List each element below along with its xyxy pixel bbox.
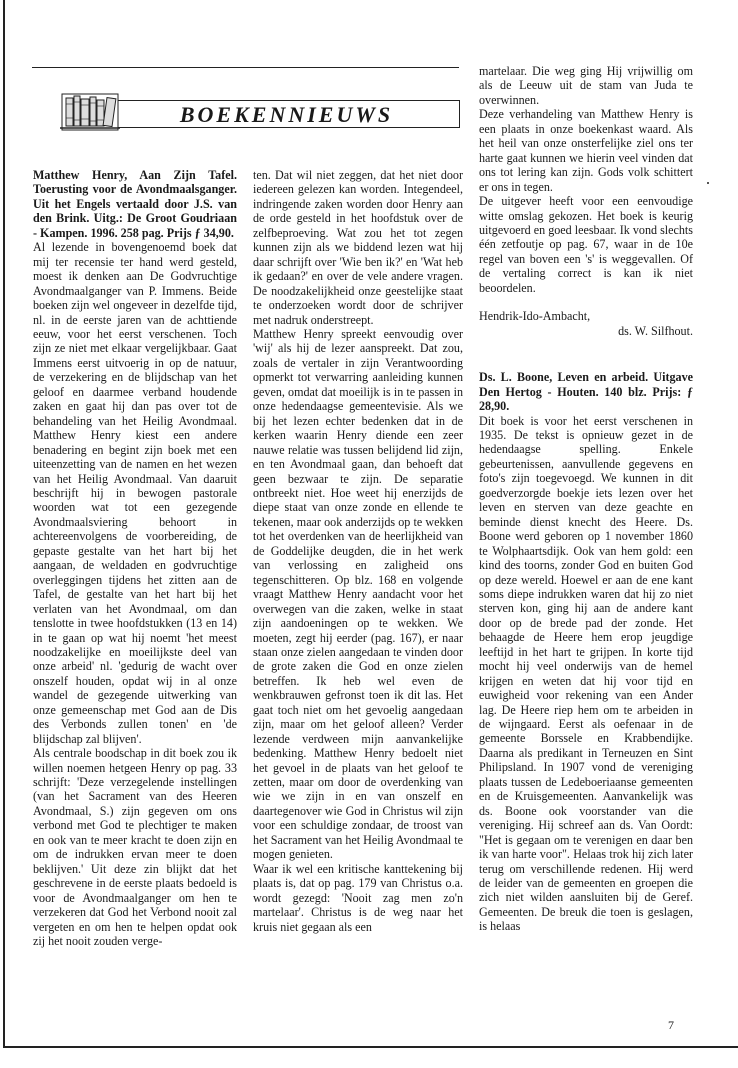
header-rule (32, 67, 459, 68)
page-number: 7 (668, 1018, 674, 1032)
section-title: BOEKENNIEUWS (179, 102, 394, 127)
speck (707, 182, 709, 184)
page-border-bottom (3, 1046, 738, 1048)
review1-paragraph: De uitgever heeft voor een eenvoudige witte omslag gekozen. Het boek is keurig uitgevoerd en goed leesbaar. Ik vond slechts één zetfoutje op pag. 67, waar in de 10e regel van boven een 's' is weggevallen. Of de vertaling correct is kan ik niet beoordelen. (479, 194, 693, 295)
review1-paragraph: Al lezende in bovengenoemd boek dat mij ter recensie ter hand werd gesteld, moest ik denken aan De Godvruchtige Avondmaalganger van P. Immens. Beide boeken zijn wel ongeveer in dezelfde tijd, nl. in de eerste jaren van de achttiende eeuw, voor het eerst verschenen. Toch zijn ze niet met elkaar vergelijkbaar. Gaat Immens eerst uitvoerig in op de natuur, de verzekering en de blijdschap van het geloof en daarmee verband houdende zaken en gaat hij dan pas over tot de behandeling van het Heilig Avondmaal. Matthew Henry kiest een andere benadering en begint zijn boek met een uiteenzetting van de namen en het wezen van het Heilig Avondmaal. Van daaruit beschrijft hij in bewogen pastorale woorden wat tot een gezegende Avondmaalsviering behoort in achtereenvolgens de voorbereiding, de gepaste gestalte van het hart bij het aangaan, de weldaden en godvruchtige overleggingen tijdens het zitten aan de Tafel, de gestalte van het hart bij het verlaten van het Avondmaal, om dan tenslotte in twee hoofdstukken (13 en 14) in te gaan op wat hij noemt 'het meest noodzakelijke en moeilijkste deel van onze arbeid' nl. 'gedurig de wacht over onszelf houden, opdat wij in al onze wandel de gezegende uitwerking van onze gemeenschap met God aan de Dis des Verbonds zullen tonen' en 'de blijdschap zal blijven'. (33, 240, 237, 746)
column-2 (253, 168, 463, 934)
masthead (58, 88, 459, 130)
column-3 (479, 64, 693, 934)
review1-paragraph: Als centrale boodschap in dit boek zou ik willen noemen hetgeen Henry op pag. 33 schrijft: 'Deze verzegelende instellingen (van het Sacrament van des Heeren Avondmaal, S.) zijn gegeven om ons verbond met God te plechtiger te maken en ook van te meer kracht te doen zijn en om de indrukken ervan meer te doen beklijven.' Uit deze zin blijkt dat het geschrevene in de eerste plaats bedoeld is voor de Avondmaalganger om hen te verzekeren dat God het Verbond nooit zal vergeten en om hen te helpen opdat ook zij het nooit zouden verge- (33, 746, 237, 949)
review1-paragraph: Deze verhandeling van Matthew Henry is een plaats in onze boekenkast waard. Als het heil van onze onsterfelijke ziel ons ter harte gaat kunnen we hierin veel vinden dat ons tot lering kan zijn. Gods volk schittert er ons in tegen. (479, 107, 693, 194)
review1-heading: Matthew Henry, Aan Zijn Tafel. Toerusting voor de Avondmaalsganger. Uit het Engels vertaald door J.S. van den Brink. Uitg.: De Groot Goudriaan - Kampen. 1996. 258 pag. Prijs ƒ 34,90. (33, 168, 237, 240)
reviewer-place: Hendrik-Ido-Ambacht, (479, 309, 591, 324)
review2-paragraph: Dit boek is voor het eerst verschenen in 1935. De tekst is opnieuw gezet in de hedendaagse spelling. Enkele gebeurtenissen, aanvullende gegevens en foto's zijn toegevoegd. We kunnen in dit goedverzorgde boekje iets lezen over het leven en sterven van deze geachte en beminde dienst knecht des Heere. Ds. Boone werd geboren op 1 november 1860 te Wolphaartsdijk. Ook van hem gold: een kind des toorns, zonder God en buiten God op deze wereld. Hoewel er aan de ene kant soms diepe indrukken waren dat hij zo niet sterven kon, ging hij aan de andere kant door op de brede pad der zonde. Het behaagde de Heere hem erop jeugdige leeftijd in het hart te grijpen. In korte tijd mocht hij veel onderwijs van de hemel krijgen en weten dat hij voor tijd en euwigheid voor rekening van een Ander lag. De Heere riep hem om te arbeiden in de wijngaard. Eerst als oefenaar in de gemeente Borssele en Krabbendijke. Daarna als predikant in Terneuzen en Sint Philipsland. In 1907 vond de vereniging plaats tussen de Ledeboeriaanse gemeenten en de Kruisgemeenten. Aanvankelijk was ds. Boone ook voorstander van die vereniging. Hij schreef aan ds. Van Oordt: "Het is gegaan om te verenigen en daar ben ik van harte voor". Helaas trok hij zich later terug om verschillende redenen. Hij werd de leider van de gemeenten en groepen die zich niet wilden aansluiten bij de Geref. Gemeenten. De breuk die toen is geslagen, is helaas (479, 413, 693, 934)
review2-heading: Ds. L. Boone, Leven en arbeid. Uitgave Den Hertog - Houten. 140 blz. Prijs: ƒ 28,90. (479, 370, 693, 414)
review1-paragraph: martelaar. Die weg ging Hij vrijwillig om als de Leeuw uit de stam van Juda te overwinnen. (479, 64, 693, 107)
reviewer-name: ds. W. Silfhout. (618, 323, 693, 338)
page-border-left (3, 0, 5, 1048)
review1-paragraph: ten. Dat wil niet zeggen, dat het niet door iedereen gelezen kan worden. Integendeel, indringende zaken worden door Henry aan de orde gesteld in het hoofdstuk over de zelfbeproeving. Wat zou het tot zegen kunnen zijn als we biddend lezen wat hij daar schrijft over 'Wie ben ik?' en 'Wat heb ik gedaan?' en over de vele andere vragen. De noodzakelijkheid onze geestelijke staat te onderzoeken wordt door de schrijver met nadruk onderstreept. (253, 168, 463, 327)
masthead-banner (113, 100, 460, 128)
books-icon (58, 88, 126, 132)
review1-paragraph: Matthew Henry spreekt eenvoudig over 'wij' als hij de lezer aanspreekt. Dat zou, zoals de vertaler in zijn Verantwoording opmerkt tot verwarring aanleiding kunnen geven, omdat dat moeilijk is in te passen in onze hedendaagse gemeentevisie. Als we bij het lezen echter bedenken dat in de kerken waarin Henry diende een zeer nauwe relatie was tussen belijdend lid zijn, en ten Avondmaal gaan, dan behoeft dat geen bezwaar te zijn. De separatie ontbreekt niet. Hoe weet hij enerzijds de diepe staat van onze zonde en ellende te tekenen, maar ook anderzijds op te wekken tot het overdenken van de heerlijkheid van de Goddelijke deugden, die in het werk van verlossing en zaligheid ons tegenschitteren. Op blz. 168 en volgende vraagt Matthew Henry aandacht voor het overwegen van die zaken, welke in staat zijn aandoeningen op te wekken. We moeten, zegt hij eerder (pag. 167), er naar staan onze zielen aangedaan te vinden door de grote zaken die God en onze zielen betreffen. Ik heb wel even de wenkbrauwen gefronst toen ik dit las. Het gaat toch niet om het gevoelig aangedaan zijn, maar om het geloof alleen? Verder lezende verdween mijn aanvankelijke bedenking. Matthew Henry bedoelt niet het gevoel in de plaats van het geloof te zetten, maar om door de overdenking van wie we zijn in en van onszelf en daartegenover wie God in Christus wil zijn voor een schuldige zondaar, de troost van het Sacrament van het Heilig Avondmaal te mogen genieten. (253, 326, 464, 862)
column-1 (33, 168, 237, 948)
review1-paragraph: Waar ik wel een kritische kanttekening bij plaats is, dat op pag. 179 van Christus o.a. wordt gezegd: 'Nooit zag men zo'n martelaar'. Christus is de weg naar het kruis niet gegaan als een (253, 861, 463, 934)
